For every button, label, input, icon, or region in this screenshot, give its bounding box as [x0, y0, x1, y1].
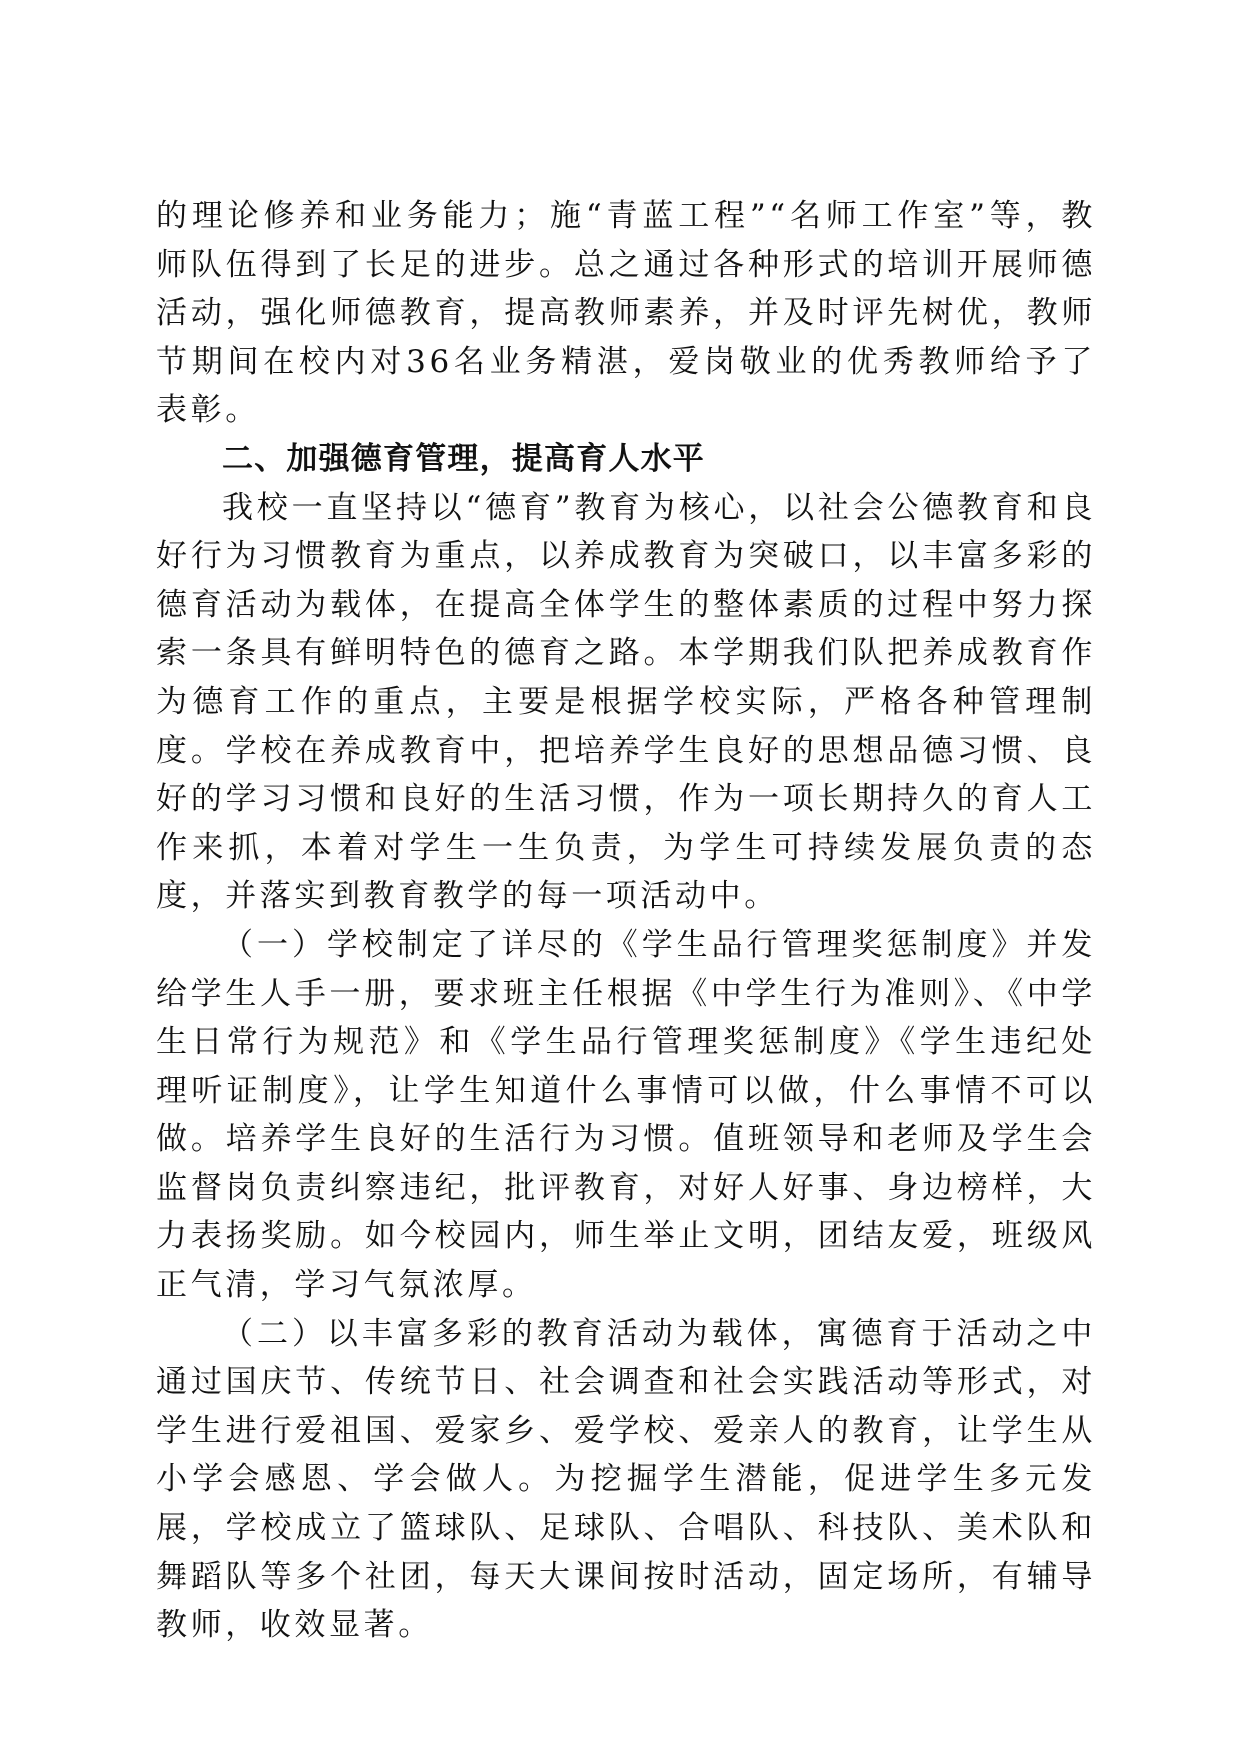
paragraph-activities-and-clubs: （二）以丰富多彩的教育活动为载体，寓德育于活动之中通过国庆节、传统节日、社会调查和社会实践活动等形式，对学生进行爱祖国、爱家乡、爱学校、爱亲人的教育，让学生从小学会感恩、学会做人。为挖掘学生潜能，促进学生多元发展，学校成立了篮球队、足球队、合唱队、科技队、美术队和舞蹈队等多个社团，每天大课间按时活动，固定场所，有辅导教师，收效显著。 — [156, 1315, 1096, 1644]
paragraph-teacher-training-conclusion: 的理论修养和业务能力；施“青蓝工程”“名师工作室”等，教师队伍得到了长足的进步。总之通过各种形式的培训开展师德活动，强化师德教育，提高教师素养，并及时评先树优，教师节期间在校内对36名业务精湛，爱岗敬业的优秀教师给予了表彰。 — [156, 198, 1096, 429]
section-heading-moral-education: 二、加强德育管理，提高育人水平 — [222, 440, 705, 477]
document-page — [156, 192, 1096, 1650]
paragraph-moral-education-overview: 我校一直坚持以“德育”教育为核心，以社会公德教育和良好行为习惯教育为重点，以养成教育为突破口，以丰富多彩的德育活动为载体，在提高全体学生的整体素质的过程中努力探索一条具有鲜明特色的德育之路。本学期我们队把养成教育作为德育工作的重点，主要是根据学校实际，严格各种管理制度。学校在养成教育中，把培养学生良好的思想品德习惯、良好的学习习惯和良好的生活习惯，作为一项长期持久的育人工作来抓，本着对学生一生负责，为学生可持续发展负责的态度，并落实到教育教学的每一项活动中。 — [156, 489, 1096, 915]
paragraph-rules-and-regulations: （一）学校制定了详尽的《学生品行管理奖惩制度》并发给学生人手一册，要求班主任根据《中学生行为准则》、《中学生日常行为规范》和《学生品行管理奖惩制度》《学生违纪处理听证制度》，让学生知道什么事情可以做，什么事情不可以做。培养学生良好的生活行为习惯。值班领导和老师及学生会监督岗负责纠察违纪，批评教育，对好人好事、身边榜样，大力表扬奖励。如今校园内，师生举止文明，团结友爱，班级风正气清，学习气氛浓厚。 — [156, 926, 1096, 1304]
